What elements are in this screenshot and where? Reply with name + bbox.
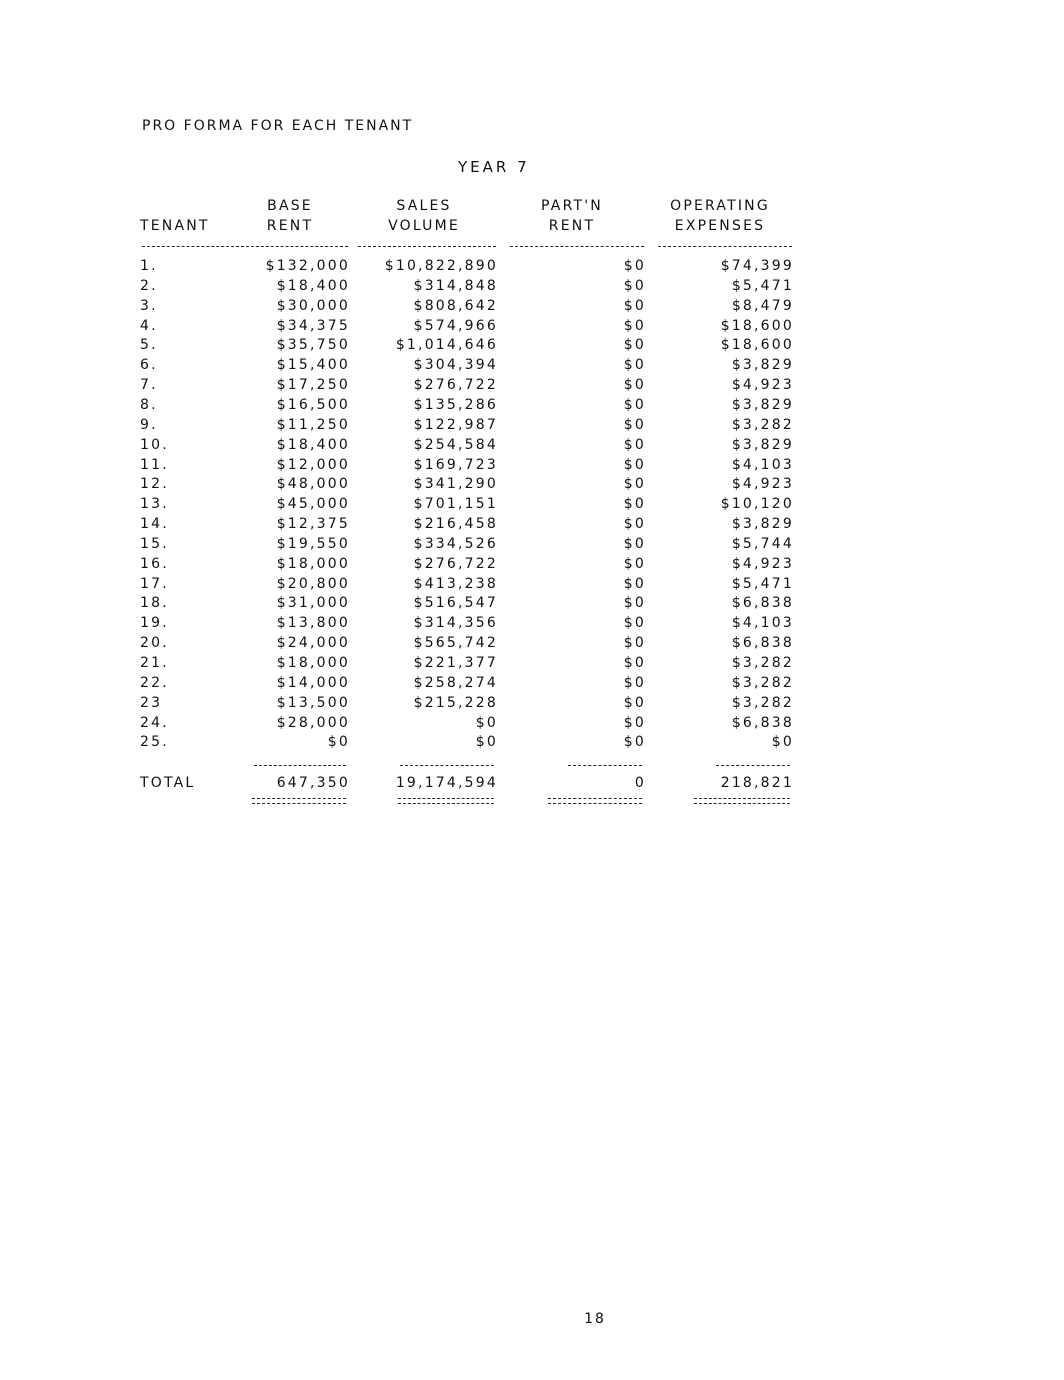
document-title: PRO FORMA FOR EACH TENANT: [142, 118, 414, 134]
table-cell-tenant: 24.: [140, 714, 169, 731]
table-cell-operating-expenses: $3,282: [731, 655, 794, 671]
table-cell-sales-volume: $276,722: [413, 377, 498, 394]
table-cell-partn-rent: $0: [623, 734, 646, 751]
table-cell-base-rent: $13,500: [276, 694, 350, 711]
table-cell-base-rent: $45,000: [276, 496, 350, 513]
table-cell-partn-rent: $0: [623, 297, 646, 314]
table-cell-partn-rent: $0: [623, 337, 646, 354]
table-cell-tenant: 6.: [140, 357, 158, 374]
table-cell-tenant: 1.: [140, 258, 158, 274]
grand-total-double-rule: [548, 798, 642, 804]
table-cell-base-rent: $14,000: [276, 674, 350, 691]
table-cell-sales-volume: $1,014,646: [395, 337, 498, 354]
table-cell-tenant: 22.: [140, 674, 169, 691]
table-cell-base-rent: $18,400: [276, 436, 350, 453]
table-cell-operating-expenses: $4,923: [731, 377, 794, 394]
table-cell-operating-expenses: $4,103: [731, 615, 794, 632]
table-cell-operating-expenses: $6,838: [731, 595, 794, 612]
table-cell-operating-expenses: $3,282: [731, 416, 794, 433]
table-cell-tenant: 18.: [140, 595, 169, 612]
table-cell-partn-rent: $0: [623, 575, 646, 592]
table-cell-base-rent: $12,000: [276, 456, 350, 473]
header-rule: [658, 246, 792, 247]
table-cell-tenant: 23: [140, 694, 163, 711]
table-cell-base-rent: $19,550: [276, 535, 350, 552]
table-cell-operating-expenses: $5,744: [731, 535, 794, 552]
table-cell-operating-expenses: $74,399: [720, 258, 794, 274]
table-cell-partn-rent: $0: [623, 436, 646, 453]
table-cell-partn-rent: $0: [623, 456, 646, 473]
table-cell-sales-volume: $701,151: [413, 496, 498, 513]
grand-total-double-rule: [694, 798, 790, 804]
table-cell-base-rent: $48,000: [276, 476, 350, 493]
table-cell-base-rent: $0: [327, 734, 350, 751]
table-cell-sales-volume: $314,848: [413, 277, 498, 294]
header-tenant-line-2: TENANT: [140, 218, 210, 234]
table-cell-tenant: 14.: [140, 516, 169, 533]
table-cell-base-rent: $132,000: [265, 258, 350, 274]
total-operating-expenses: 218,821: [720, 775, 794, 791]
table-cell-sales-volume: $216,458: [413, 516, 498, 533]
table-cell-sales-volume: $413,238: [413, 575, 498, 592]
page-number: 18: [584, 1311, 606, 1327]
header-rule: [510, 246, 644, 247]
table-cell-base-rent: $34,375: [276, 317, 350, 334]
table-cell-tenant: 9.: [140, 416, 158, 433]
table-cell-operating-expenses: $5,471: [731, 277, 794, 294]
table-cell-base-rent: $13,800: [276, 615, 350, 632]
table-cell-tenant: 21.: [140, 655, 169, 671]
table-cell-base-rent: $35,750: [276, 337, 350, 354]
table-cell-base-rent: $30,000: [276, 297, 350, 314]
table-cell-tenant: 3.: [140, 297, 158, 314]
header-sales-volume-line-2: VOLUME: [388, 218, 460, 234]
table-cell-operating-expenses: $0: [771, 734, 794, 751]
table-cell-sales-volume: $215,228: [413, 694, 498, 711]
table-cell-partn-rent: $0: [623, 516, 646, 533]
table-cell-sales-volume: $254,584: [413, 436, 498, 453]
table-cell-base-rent: $20,800: [276, 575, 350, 592]
table-cell-operating-expenses: $3,282: [731, 694, 794, 711]
subtotal-rule: [254, 765, 346, 766]
table-cell-partn-rent: $0: [623, 615, 646, 632]
header-partn-rent-line-1: PART'N: [541, 198, 603, 214]
table-cell-tenant: 25.: [140, 734, 169, 751]
total-sales-volume: 19,174,594: [395, 775, 498, 791]
table-cell-tenant: 16.: [140, 555, 169, 572]
subtotal-rule: [568, 765, 642, 766]
table-cell-sales-volume: $221,377: [413, 655, 498, 671]
table-cell-tenant: 15.: [140, 535, 169, 552]
table-cell-base-rent: $31,000: [276, 595, 350, 612]
table-cell-sales-volume: $258,274: [413, 674, 498, 691]
table-cell-sales-volume: $341,290: [413, 476, 498, 493]
table-cell-base-rent: $15,400: [276, 357, 350, 374]
table-cell-sales-volume: $304,394: [413, 357, 498, 374]
header-operating-expenses-line-2: EXPENSES: [674, 218, 766, 234]
table-cell-partn-rent: $0: [623, 655, 646, 671]
table-cell-operating-expenses: $3,829: [731, 357, 794, 374]
table-cell-tenant: 17.: [140, 575, 169, 592]
table-cell-sales-volume: $516,547: [413, 595, 498, 612]
table-cell-tenant: 7.: [140, 377, 158, 394]
table-cell-sales-volume: $276,722: [413, 555, 498, 572]
table-cell-sales-volume: $565,742: [413, 635, 498, 652]
table-cell-partn-rent: $0: [623, 714, 646, 731]
table-cell-tenant: 4.: [140, 317, 158, 334]
table-cell-partn-rent: $0: [623, 258, 646, 274]
table-cell-operating-expenses: $6,838: [731, 714, 794, 731]
table-cell-partn-rent: $0: [623, 357, 646, 374]
table-cell-partn-rent: $0: [623, 317, 646, 334]
table-cell-base-rent: $28,000: [276, 714, 350, 731]
table-cell-sales-volume: $122,987: [413, 416, 498, 433]
table-cell-base-rent: $24,000: [276, 635, 350, 652]
header-partn-rent-line-2: RENT: [548, 218, 596, 234]
table-cell-operating-expenses: $3,282: [731, 674, 794, 691]
table-cell-partn-rent: $0: [623, 476, 646, 493]
table-cell-operating-expenses: $10,120: [720, 496, 794, 513]
year-label: YEAR 7: [458, 158, 530, 176]
table-cell-sales-volume: $0: [475, 714, 498, 731]
table-cell-sales-volume: $574,966: [413, 317, 498, 334]
table-cell-partn-rent: $0: [623, 535, 646, 552]
table-cell-operating-expenses: $6,838: [731, 635, 794, 652]
table-cell-sales-volume: $808,642: [413, 297, 498, 314]
header-sales-volume-line-1: SALES: [396, 198, 452, 214]
table-cell-tenant: 12.: [140, 476, 169, 493]
table-cell-operating-expenses: $4,923: [731, 555, 794, 572]
table-cell-base-rent: $18,400: [276, 277, 350, 294]
table-cell-operating-expenses: $3,829: [731, 516, 794, 533]
table-cell-tenant: 10.: [140, 436, 169, 453]
table-cell-tenant: 13.: [140, 496, 169, 513]
table-cell-partn-rent: $0: [623, 396, 646, 413]
header-operating-expenses-line-1: OPERATING: [670, 198, 770, 214]
table-cell-sales-volume: $10,822,890: [384, 258, 498, 274]
table-cell-partn-rent: $0: [623, 277, 646, 294]
table-cell-base-rent: $11,250: [276, 416, 350, 433]
header-base-rent-line-1: BASE: [267, 198, 313, 214]
table-cell-sales-volume: $314,356: [413, 615, 498, 632]
total-label: TOTAL: [140, 775, 196, 791]
table-cell-partn-rent: $0: [623, 635, 646, 652]
header-rule: [142, 246, 348, 247]
table-cell-base-rent: $12,375: [276, 516, 350, 533]
table-cell-sales-volume: $135,286: [413, 396, 498, 413]
total-partn-rent: 0: [634, 775, 646, 791]
grand-total-double-rule: [398, 798, 494, 804]
total-base-rent: 647,350: [276, 775, 350, 791]
table-cell-operating-expenses: $18,600: [720, 337, 794, 354]
table-cell-base-rent: $18,000: [276, 655, 350, 671]
table-cell-base-rent: $18,000: [276, 555, 350, 572]
table-cell-tenant: 11.: [140, 456, 169, 473]
table-cell-partn-rent: $0: [623, 555, 646, 572]
table-cell-operating-expenses: $3,829: [731, 396, 794, 413]
header-base-rent-line-2: RENT: [266, 218, 314, 234]
table-cell-sales-volume: $169,723: [413, 456, 498, 473]
table-cell-operating-expenses: $4,923: [731, 476, 794, 493]
table-cell-base-rent: $17,250: [276, 377, 350, 394]
table-cell-partn-rent: $0: [623, 416, 646, 433]
table-cell-sales-volume: $334,526: [413, 535, 498, 552]
header-rule: [358, 246, 496, 247]
table-cell-tenant: 20.: [140, 635, 169, 652]
table-cell-operating-expenses: $8,479: [731, 297, 794, 314]
table-cell-tenant: 2.: [140, 277, 158, 294]
table-cell-base-rent: $16,500: [276, 396, 350, 413]
table-cell-partn-rent: $0: [623, 377, 646, 394]
table-cell-tenant: 19.: [140, 615, 169, 632]
subtotal-rule: [400, 765, 494, 766]
table-cell-tenant: 8.: [140, 396, 158, 413]
grand-total-double-rule: [252, 798, 346, 804]
table-cell-operating-expenses: $5,471: [731, 575, 794, 592]
table-cell-operating-expenses: $4,103: [731, 456, 794, 473]
table-cell-operating-expenses: $3,829: [731, 436, 794, 453]
table-cell-partn-rent: $0: [623, 674, 646, 691]
table-cell-partn-rent: $0: [623, 694, 646, 711]
table-cell-partn-rent: $0: [623, 595, 646, 612]
table-cell-sales-volume: $0: [475, 734, 498, 751]
table-cell-partn-rent: $0: [623, 496, 646, 513]
table-cell-tenant: 5.: [140, 337, 158, 354]
subtotal-rule: [716, 765, 790, 766]
table-cell-operating-expenses: $18,600: [720, 317, 794, 334]
